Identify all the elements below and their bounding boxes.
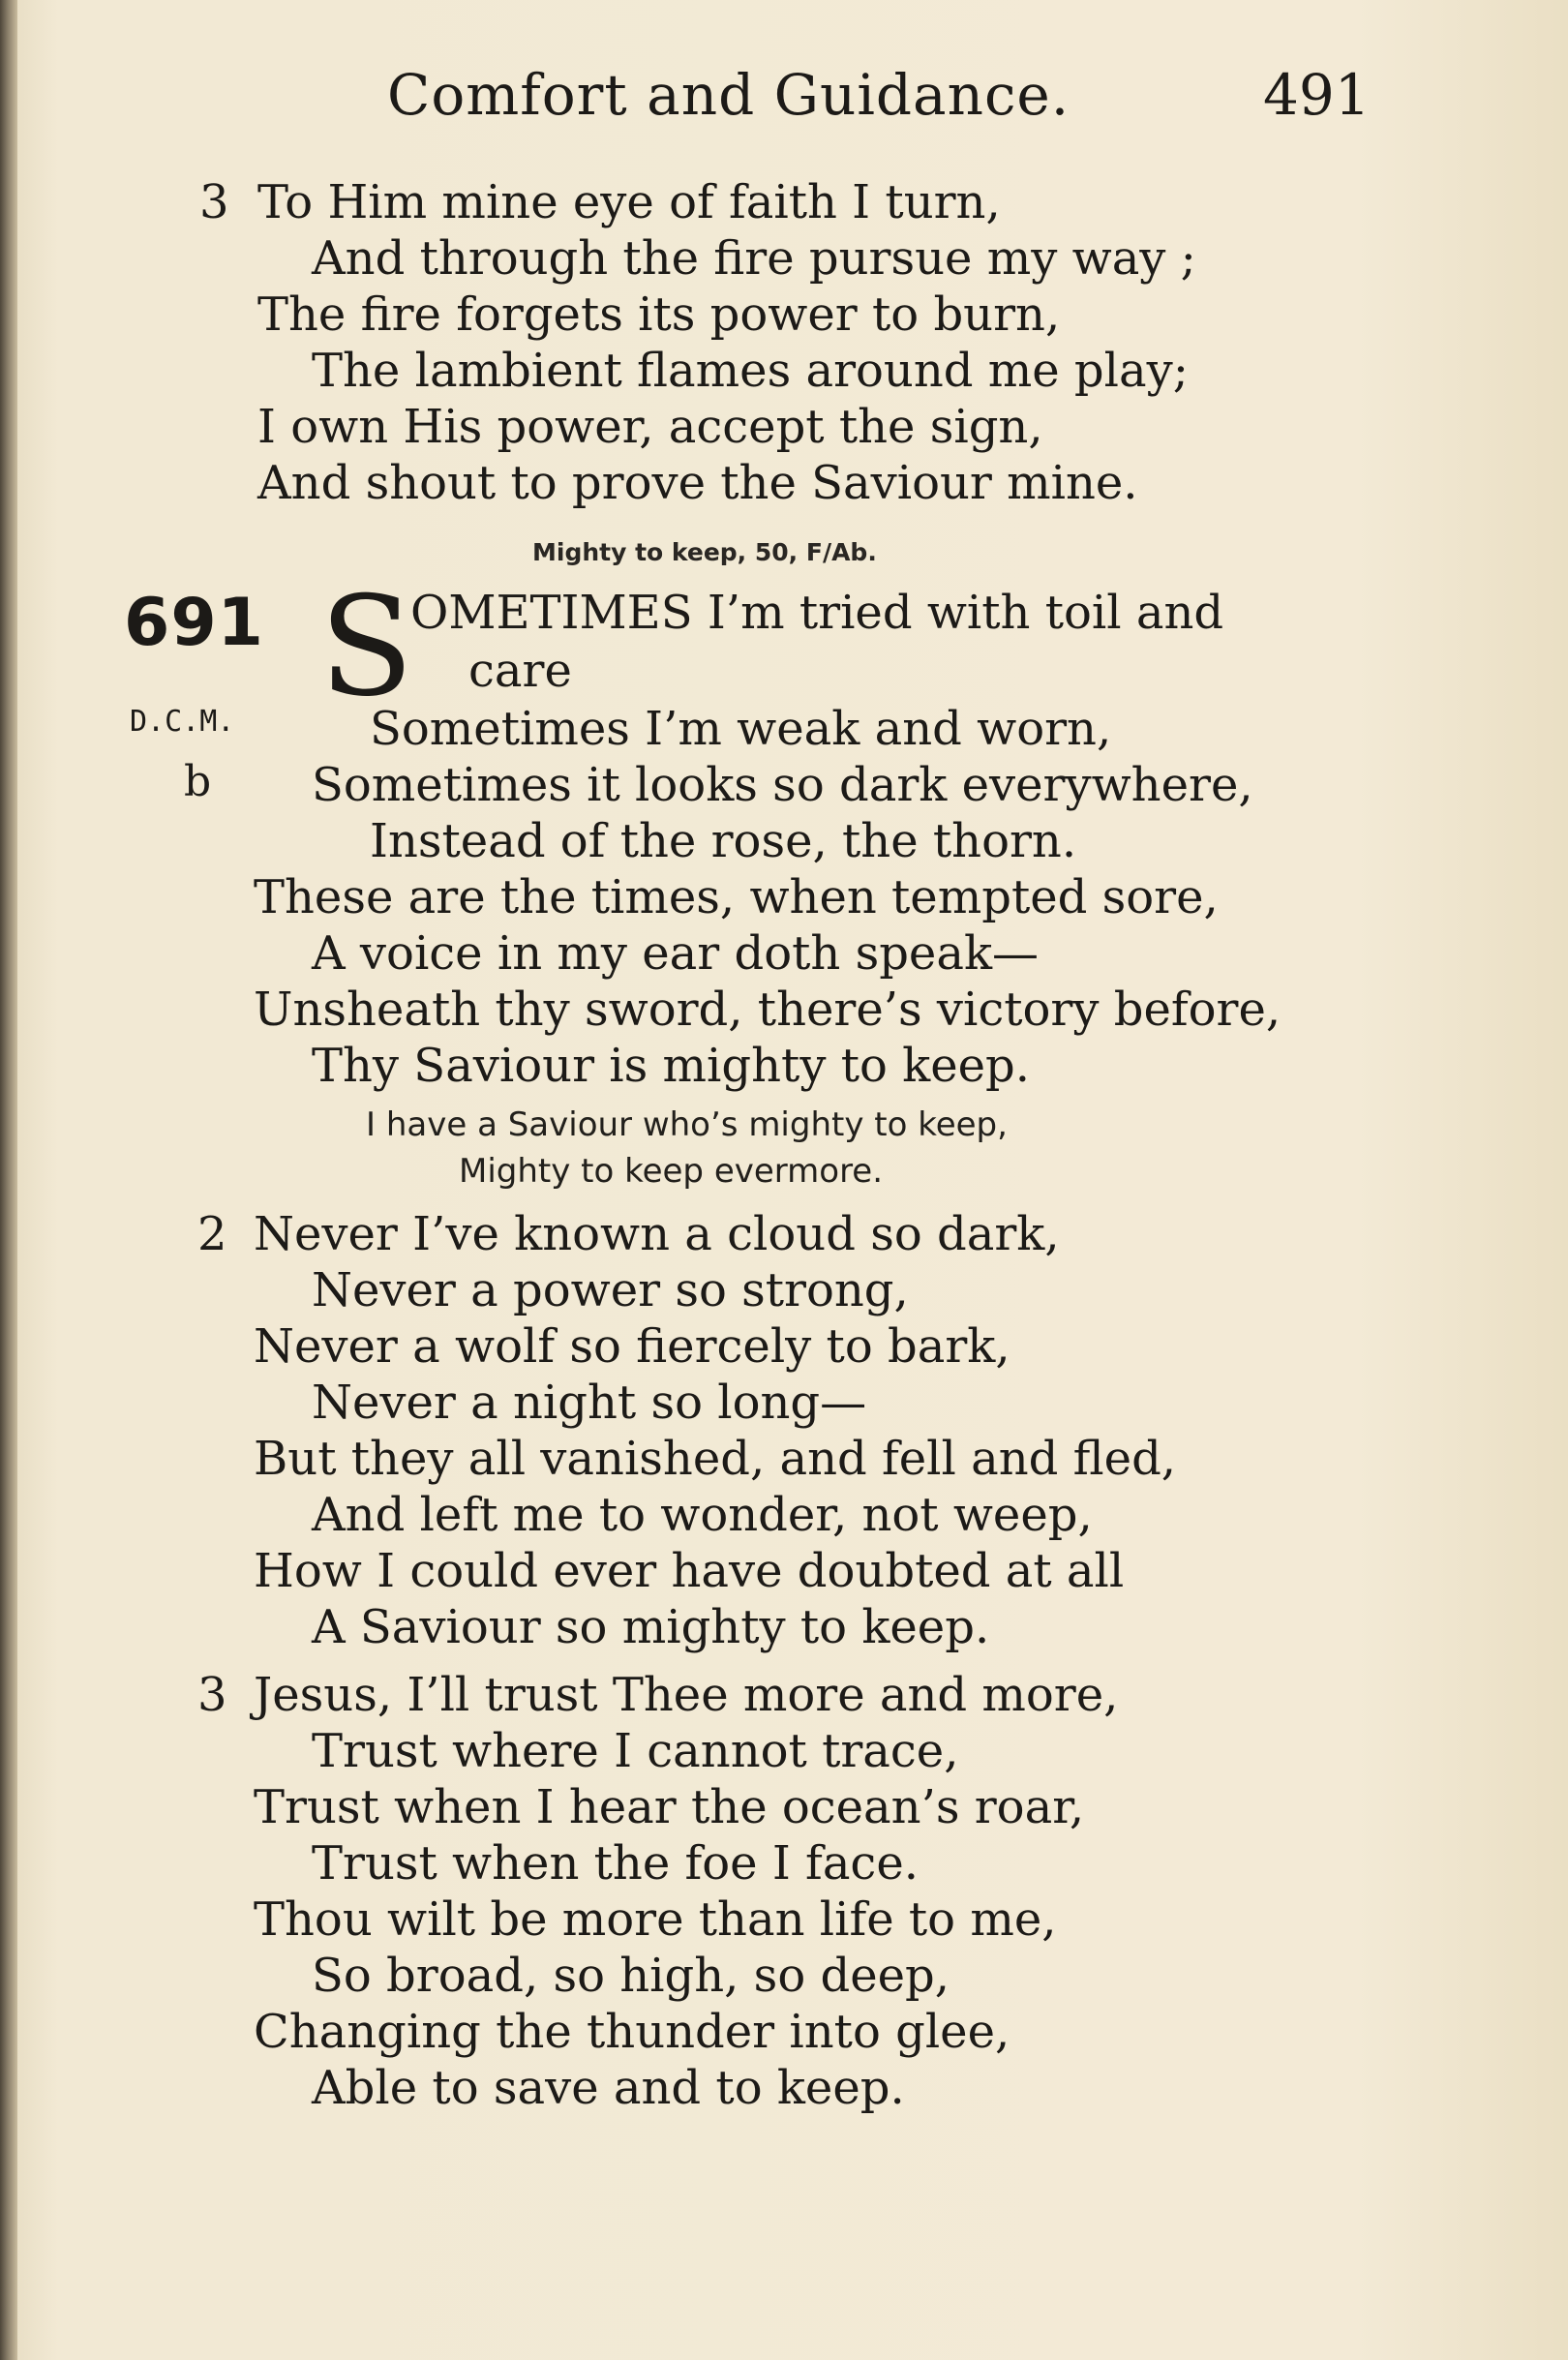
running-title: Comfort and Guidance. [387, 62, 1070, 128]
verse-line: Unsheath thy sword, there’s victory before, [254, 983, 1282, 1037]
verse-line: The fire forgets its power to burn, [257, 287, 1061, 342]
verse-line: To Him mine eye of faith I turn, [257, 175, 1001, 229]
verse-line: A voice in my ear doth speak— [312, 926, 1040, 981]
verse-line: Never a wolf so fiercely to bark, [254, 1319, 1010, 1374]
verse-line: I own His power, accept the sign, [257, 400, 1043, 454]
drop-cap-letter: S [319, 567, 414, 727]
verse-line-wrap: care [468, 644, 572, 698]
verse-line: Trust when I hear the ocean’s roar, [254, 1780, 1085, 1834]
verse-line: Thou wilt be more than life to me, [254, 1892, 1057, 1947]
hymn-number: 691 [124, 585, 264, 661]
verse-line: The lambient flames around me play; [312, 344, 1189, 398]
verse-line: Jesus, I’ll trust Thee more and more, [254, 1668, 1119, 1722]
verse-line: And shout to prove the Saviour mine. [257, 456, 1138, 510]
stanza-number: 3 [199, 175, 229, 229]
hymn-key: b [184, 757, 212, 806]
verse-line: A Saviour so mighty to keep. [312, 1600, 990, 1654]
stanza-number: 2 [197, 1207, 227, 1261]
verse-line: But they all vanished, and fell and fled, [254, 1432, 1177, 1486]
book-spine-edge [0, 0, 17, 2360]
verse-line: Never a power so strong, [312, 1263, 909, 1317]
verse-line: Sometimes I’m weak and worn, [370, 702, 1112, 756]
verse-line: Never a night so long— [312, 1376, 867, 1430]
verse-line: Trust where I cannot trace, [312, 1724, 959, 1778]
verse-line: Sometimes it looks so dark everywhere, [312, 758, 1253, 812]
verse-line: Changing the thunder into glee, [254, 2005, 1010, 2059]
tune-reference: Mighty to keep, 50, F/Ab. [532, 538, 877, 566]
page-header [0, 62, 1568, 149]
stanza-number: 3 [197, 1668, 227, 1722]
verse-line: How I could ever have doubted at all [254, 1544, 1125, 1598]
chorus-line: I have a Saviour who’s mighty to keep, [366, 1105, 1008, 1144]
verse-line: So broad, so high, so deep, [312, 1949, 950, 2003]
verse-line: And through the fire pursue my way ; [312, 231, 1196, 286]
verse-line: Never I’ve known a cloud so dark, [254, 1207, 1060, 1261]
hymn-meter: D.C.M. [130, 705, 235, 739]
page-number: 491 [1263, 62, 1371, 128]
verse-line: Instead of the rose, the thorn. [370, 814, 1077, 868]
verse-line: And left me to wonder, not weep, [312, 1488, 1093, 1542]
verse-line: Trust when the foe I face. [312, 1836, 919, 1891]
verse-line: Thy Saviour is mighty to keep. [312, 1039, 1031, 1093]
verse-line: These are the times, when tempted sore, [254, 870, 1219, 924]
verse-line: OMETIMES I’m tried with toil and [410, 586, 1224, 640]
chorus-line: Mighty to keep evermore. [459, 1152, 884, 1191]
verse-line: Able to save and to keep. [312, 2061, 905, 2115]
